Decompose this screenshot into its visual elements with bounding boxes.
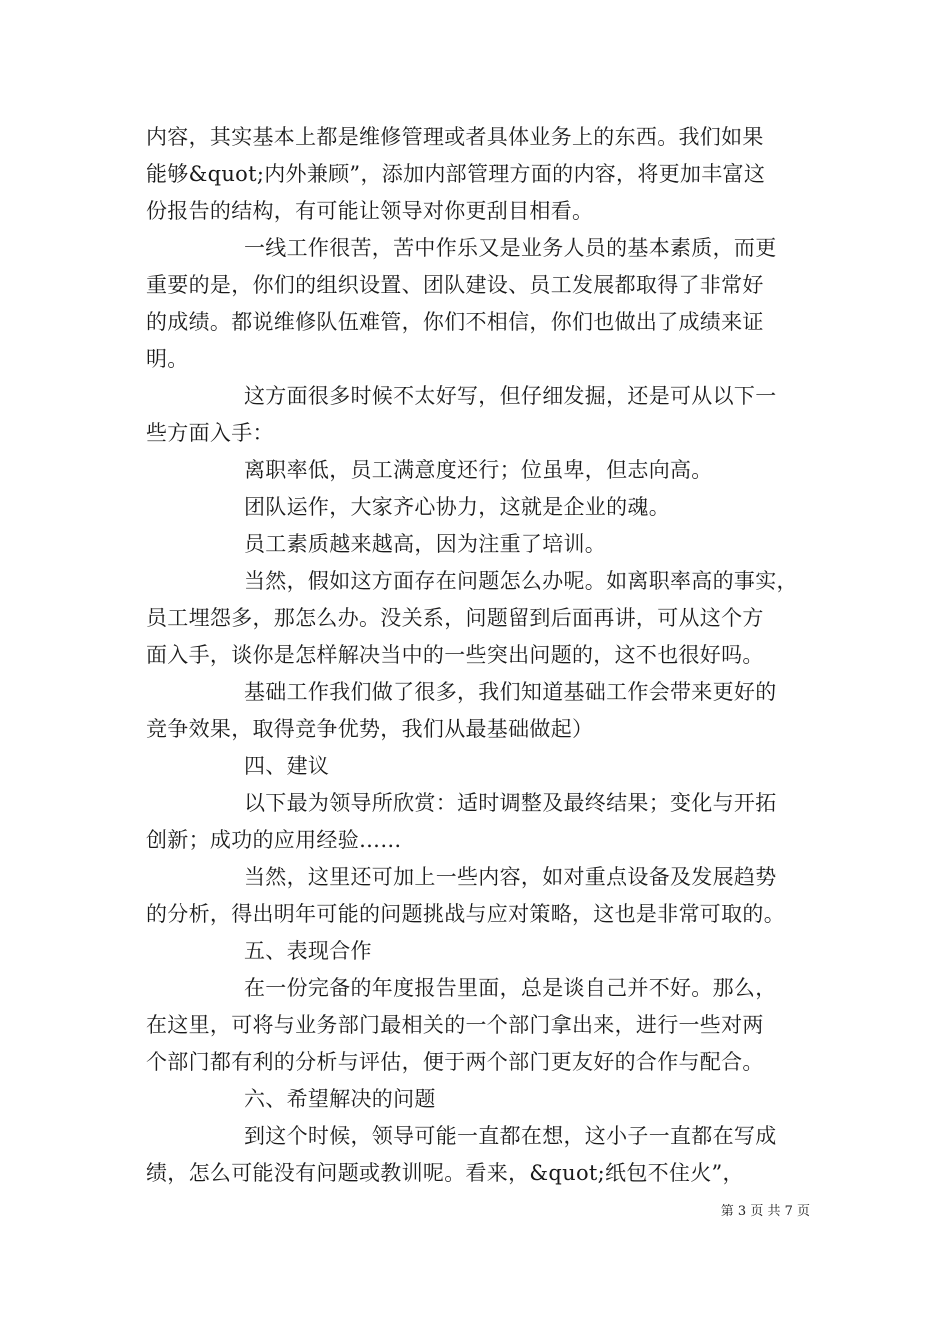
text-line: 当然，假如这方面存在问题怎么办呢。如离职率高的事实， — [244, 569, 798, 593]
text-line: 员工埋怨多，那怎么办。没关系，问题留到后面再讲，可从这个方 — [146, 606, 764, 630]
text-line: 创新；成功的应用经验…… — [146, 828, 402, 852]
text-line: 重要的是，你们的组织设置、团队建设、员工发展都取得了非常好 — [146, 273, 764, 297]
text-line: 五、表现合作 — [244, 939, 372, 963]
text-line: 能够&quot;内外兼顾”，添加内部管理方面的内容，将更加丰富这 — [146, 162, 766, 186]
text-line: 到这个时候，领导可能一直都在想，这小子一直都在写成 — [244, 1124, 777, 1148]
text-line: 离职率低，员工满意度还行；位虽卑，但志向高。 — [244, 458, 713, 482]
text-line: 当然，这里还可加上一些内容，如对重点设备及发展趋势 — [244, 865, 777, 889]
text-line: 个部门都有利的分析与评估，便于两个部门更友好的合作与配合。 — [146, 1050, 764, 1074]
text-line: 的分析，得出明年可能的问题挑战与应对策略，这也是非常可取的。 — [146, 902, 785, 926]
text-line: 这方面很多时候不太好写，但仔细发掘，还是可从以下一 — [244, 384, 777, 408]
text-line: 四、建议 — [244, 754, 330, 778]
text-line: 绩，怎么可能没有问题或教训呢。看来，&quot;纸包不住火”， — [146, 1161, 744, 1185]
page-body — [146, 119, 806, 1192]
page-number-footer: 第 3 页 共 7 页 — [720, 1204, 810, 1219]
text-line: 在这里，可将与业务部门最相关的一个部门拿出来，进行一些对两 — [146, 1013, 764, 1037]
text-line: 明。 — [146, 347, 189, 371]
text-line: 内容，其实基本上都是维修管理或者具体业务上的东西。我们如果 — [146, 125, 764, 149]
text-line: 竞争效果，取得竞争优势，我们从最基础做起） — [146, 717, 594, 741]
text-line: 以下最为领导所欣赏：适时调整及最终结果；变化与开拓 — [244, 791, 777, 815]
text-line: 面入手，谈你是怎样解决当中的一些突出问题的，这不也很好吗。 — [146, 643, 764, 667]
text-line: 份报告的结构，有可能让领导对你更刮目相看。 — [146, 199, 594, 223]
text-line: 基础工作我们做了很多，我们知道基础工作会带来更好的 — [244, 680, 777, 704]
text-line: 些方面入手： — [146, 421, 274, 445]
text-line: 的成绩。都说维修队伍难管，你们不相信，你们也做出了成绩来证 — [146, 310, 764, 334]
text-line: 六、希望解决的问题 — [244, 1087, 436, 1111]
text-line: 在一份完备的年度报告里面，总是谈自己并不好。那么， — [244, 976, 777, 1000]
text-line: 一线工作很苦，苦中作乐又是业务人员的基本素质，而更 — [244, 236, 777, 260]
text-line: 员工素质越来越高，因为注重了培训。 — [244, 532, 607, 556]
text-line: 团队运作，大家齐心协力，这就是企业的魂。 — [244, 495, 670, 519]
